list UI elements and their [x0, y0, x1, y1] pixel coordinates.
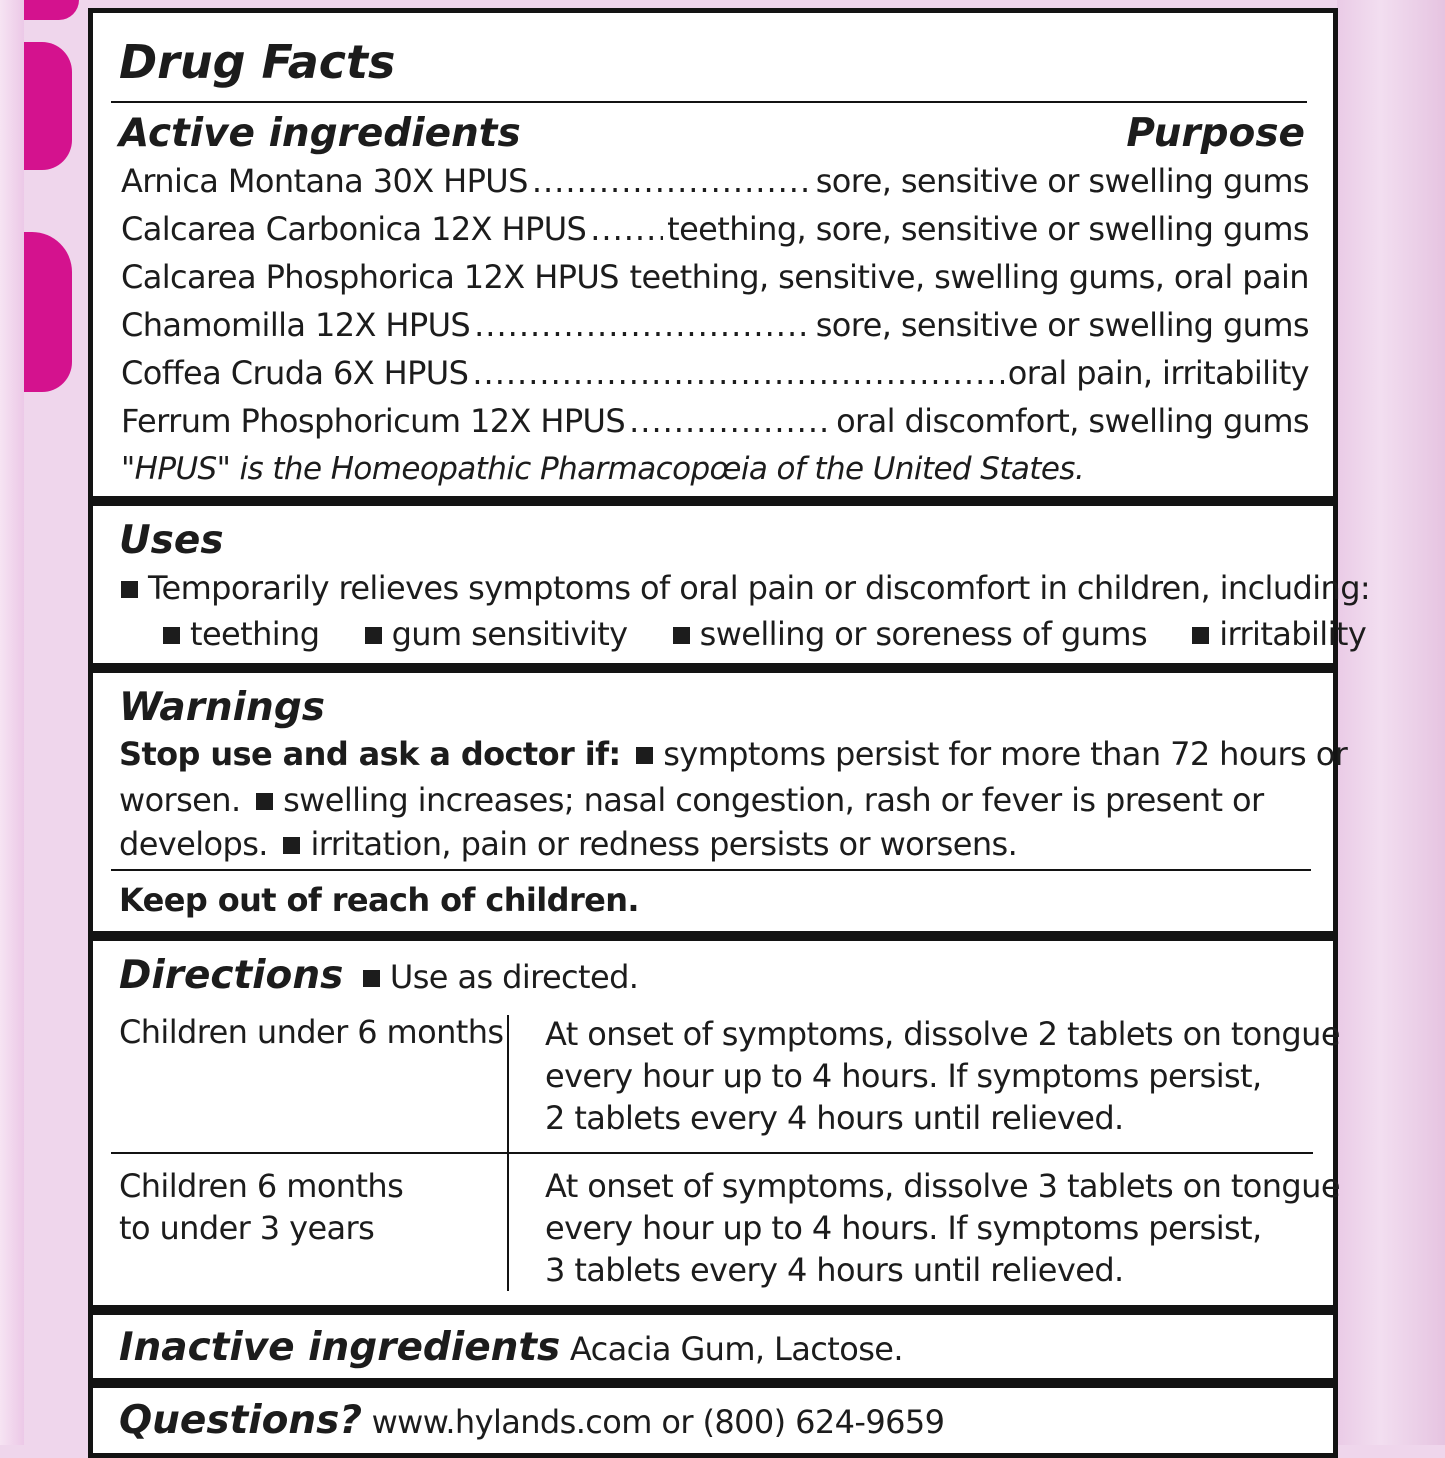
section-divider	[93, 1305, 1333, 1315]
contact-info: www.hylands.com or (800) 624-9659	[371, 1403, 945, 1441]
section-divider	[93, 931, 1333, 941]
decor-shape	[24, 232, 72, 392]
ingredient-purpose: oral discomfort, swelling gums	[836, 402, 1309, 440]
inactive-heading: Inactive ingredients	[119, 1325, 561, 1370]
questions-heading: Questions?	[119, 1398, 362, 1443]
uses-text: Temporarily relieves symptoms of oral pain or discomfort in children, including:	[121, 569, 1370, 607]
ingredient-row	[121, 353, 1309, 393]
uses-item: gum sensitivity	[391, 615, 628, 653]
bullet-icon	[163, 627, 180, 644]
section-divider	[93, 496, 1333, 506]
ingredient-purpose: sore, sensitive or swelling gums	[815, 162, 1309, 200]
dosage-text: At onset of symptoms, dissolve 2 tablets on tongue every hour up to 4 hours. If symptoms persist, 2 tablets every 4 hours until relieved.	[545, 1015, 1340, 1137]
decor-shape	[24, 42, 72, 170]
ingredient-name: Arnica Montana 30X HPUS	[121, 162, 528, 200]
ingredient-purpose: oral pain, irritability	[1007, 354, 1309, 392]
ingredient-name: Calcarea Carbonica 12X HPUS	[121, 210, 587, 248]
drug-facts-panel	[88, 8, 1371, 1458]
section-divider	[93, 1378, 1333, 1388]
ingredient-name: Coffea Cruda 6X HPUS	[121, 354, 469, 392]
uses-item: irritability	[1219, 615, 1367, 653]
bullet-icon	[283, 837, 300, 854]
page-title: Drug Facts	[119, 35, 396, 89]
ingredient-row	[121, 257, 1309, 297]
warnings-line: Stop use and ask a doctor if: symptoms persist for more than 72 hours or	[119, 735, 1348, 773]
directions-heading: Directions	[119, 953, 344, 998]
bullet-icon	[256, 793, 273, 810]
ingredient-purpose: teething, sensitive, swelling gums, oral pain	[629, 258, 1309, 296]
uses-heading: Uses	[119, 518, 224, 563]
decor-shape	[24, 0, 79, 20]
warnings-line: worsen. swelling increases; nasal congestion, rash or fever is present or	[119, 781, 1264, 819]
bullet-icon	[365, 627, 382, 644]
ingredient-purpose: sore, sensitive or swelling gums	[815, 306, 1309, 344]
dosage-text: At onset of symptoms, dissolve 3 tablets on tongue every hour up to 4 hours. If symptoms persist, 3 tablets every 4 hours until relieved.	[545, 1167, 1340, 1289]
hpus-note: "HPUS" is the Homeopathic Pharmacopœia of the United States.	[121, 451, 1085, 487]
keep-out-warning: Keep out of reach of children.	[119, 881, 639, 919]
divider	[111, 869, 1311, 871]
inactive-ingredients: Inactive ingredients Acacia Gum, Lactose.	[119, 1325, 903, 1370]
bullet-icon	[1192, 627, 1209, 644]
divider	[111, 1152, 1313, 1154]
questions	[119, 1398, 944, 1443]
age-group: Children under 6 months	[119, 1013, 504, 1051]
ingredient-name: Ferrum Phosphoricum 12X HPUS	[121, 402, 626, 440]
bullet-icon	[636, 747, 653, 764]
bullet-icon	[673, 627, 690, 644]
uses-items	[163, 615, 1366, 653]
section-divider	[93, 663, 1333, 673]
background-right-strip	[1337, 0, 1445, 1445]
ingredient-name: Chamomilla 12X HPUS	[121, 306, 471, 344]
ingredient-row	[121, 209, 1309, 249]
bullet-icon	[121, 581, 138, 598]
age-group: Children 6 months to under 3 years	[119, 1167, 404, 1247]
ingredient-purpose: teething, sore, sensitive or swelling gums	[667, 210, 1309, 248]
uses-item: teething	[190, 615, 320, 653]
ingredient-row	[121, 401, 1309, 441]
ingredient-name: Calcarea Phosphorica 12X HPUS	[121, 258, 619, 296]
divider	[111, 101, 1307, 103]
purpose-heading: Purpose	[1126, 111, 1305, 156]
stop-use-label: Stop use and ask a doctor if:	[119, 735, 621, 773]
uses-item: swelling or soreness of gums	[699, 615, 1148, 653]
ingredient-row	[121, 305, 1309, 345]
directions-header: Directions Use as directed.	[119, 953, 639, 998]
warnings-line: develops. irritation, pain or redness persists or worsens.	[119, 825, 1018, 863]
active-ingredients-heading: Active ingredients	[119, 111, 521, 156]
warnings-heading: Warnings	[119, 685, 325, 730]
background-left-strip	[0, 0, 24, 1445]
ingredient-row	[121, 161, 1309, 201]
bullet-icon	[363, 970, 380, 987]
